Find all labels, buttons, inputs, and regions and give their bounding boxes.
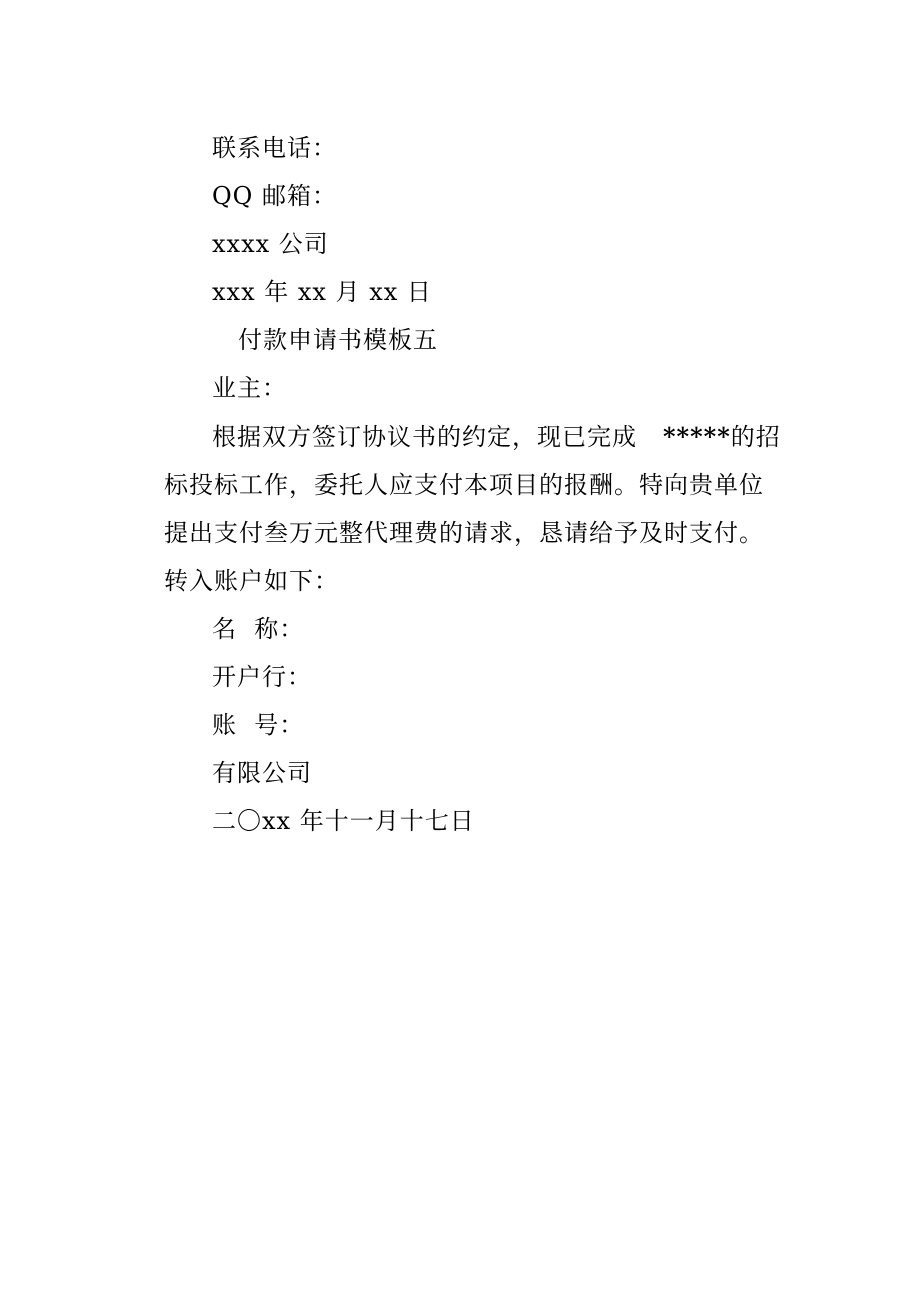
body-paragraph-line-4: 转入账户如下：: [164, 567, 339, 595]
account-name-label: 名 称：: [212, 615, 305, 643]
company-signature: xxxx 公司: [212, 230, 329, 258]
body-line1-text-b: 的招: [730, 423, 781, 451]
contact-phone-label: 联系电话：: [212, 134, 337, 162]
template-title: 付款申请书模板五: [238, 326, 438, 354]
body-line1-text-a: 根据双方签订协议书的约定，现已完成: [212, 423, 637, 451]
signature-date: 二〇xx 年十一月十七日: [212, 807, 475, 835]
body-paragraph-line-1: [212, 422, 781, 452]
body-paragraph-line-3: 提出支付叁万元整代理费的请求，恳请给予及时支付。: [164, 519, 764, 547]
date-signature: xxx 年 xx 月 xx 日: [212, 278, 432, 306]
body-paragraph-line-2: 标投标工作，委托人应支付本项目的报酬。特向贵单位: [164, 471, 764, 499]
account-number-label: 账 号：: [212, 711, 305, 739]
account-bank-label: 开户行：: [212, 663, 312, 691]
qq-email-label: QQ 邮箱：: [212, 182, 337, 210]
project-name-placeholder: *****: [663, 422, 731, 451]
signature-company: 有限公司: [212, 759, 312, 787]
salutation: 业主：: [212, 374, 287, 402]
